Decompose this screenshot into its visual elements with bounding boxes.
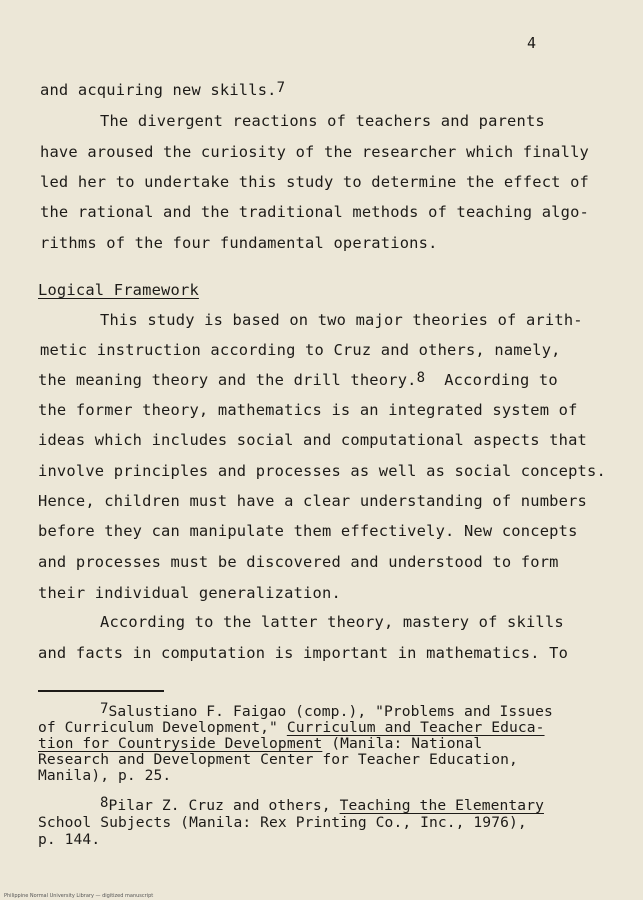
- body-line: According to the latter theory, mastery of skills: [100, 613, 564, 631]
- footnote-ref-8: 8: [416, 370, 426, 386]
- footnote-7-line: [38, 719, 545, 736]
- footnote-7-line: [38, 735, 482, 752]
- body-line: rithms of the four fundamental operations.: [40, 234, 438, 252]
- body-line: before they can manipulate them effectively. New concepts: [38, 522, 578, 540]
- body-line: led her to undertake this study to determine the effect of: [40, 173, 590, 191]
- footnote-book-title: Curriculum and Teacher Educa-: [286, 719, 545, 736]
- body-line: [38, 371, 558, 389]
- body-line: and facts in computation is important in mathematics. To: [38, 644, 569, 662]
- page-number: 4: [527, 34, 537, 52]
- footnote-8-line: p. 144.: [38, 831, 101, 848]
- footnote-divider: [38, 690, 164, 692]
- footnote-text: of Curriculum Development,": [38, 719, 287, 736]
- footnote-8-line: School Subjects (Manila: Rex Printing Co., Inc., 1976),: [38, 814, 527, 831]
- body-line: [40, 81, 285, 99]
- body-line: and processes must be discovered and understood to form: [38, 553, 559, 571]
- footnote-book-title: Teaching the Elementary: [339, 797, 544, 814]
- body-line: their individual generalization.: [38, 584, 341, 602]
- body-line: ideas which includes social and computational aspects that: [38, 431, 588, 449]
- body-line: The divergent reactions of teachers and parents: [100, 112, 545, 130]
- footnote-ref-7: 7: [276, 80, 286, 96]
- body-line: the former theory, mathematics is an integrated system of: [38, 401, 578, 419]
- footnote-text: (Manila: National: [322, 735, 483, 752]
- body-text: According to: [444, 371, 558, 389]
- footnote-7-line: [100, 703, 553, 720]
- body-line: This study is based on two major theories of arith-: [100, 311, 583, 329]
- body-line: metic instruction according to Cruz and others, namely,: [40, 341, 561, 359]
- footnote-text: Salustiano F. Faigao (comp.), "Problems and Issues: [108, 703, 553, 720]
- body-text: and acquiring new skills.: [40, 81, 277, 99]
- footnote-number: 7: [100, 701, 109, 717]
- body-line: the rational and the traditional methods of teaching algo-: [40, 203, 590, 221]
- footnote-text: Pilar Z. Cruz and others,: [108, 797, 340, 814]
- footnote-7-line: Manila), p. 25.: [38, 767, 172, 784]
- section-heading: Logical Framework: [38, 281, 199, 299]
- footnote-8-line: [100, 797, 544, 814]
- body-line: have aroused the curiosity of the researcher which finally: [40, 143, 590, 161]
- body-line: involve principles and processes as well as social concepts.: [38, 462, 606, 480]
- footnote-book-title: tion for Countryside Development: [38, 735, 323, 752]
- scan-credit: Philippine Normal University Library — digitized manuscript: [4, 893, 154, 899]
- body-line: Hence, children must have a clear understanding of numbers: [38, 492, 588, 510]
- body-text: the meaning theory and the drill theory.: [38, 371, 417, 389]
- footnote-7-line: Research and Development Center for Teacher Education,: [38, 751, 518, 768]
- footnote-number: 8: [100, 795, 109, 811]
